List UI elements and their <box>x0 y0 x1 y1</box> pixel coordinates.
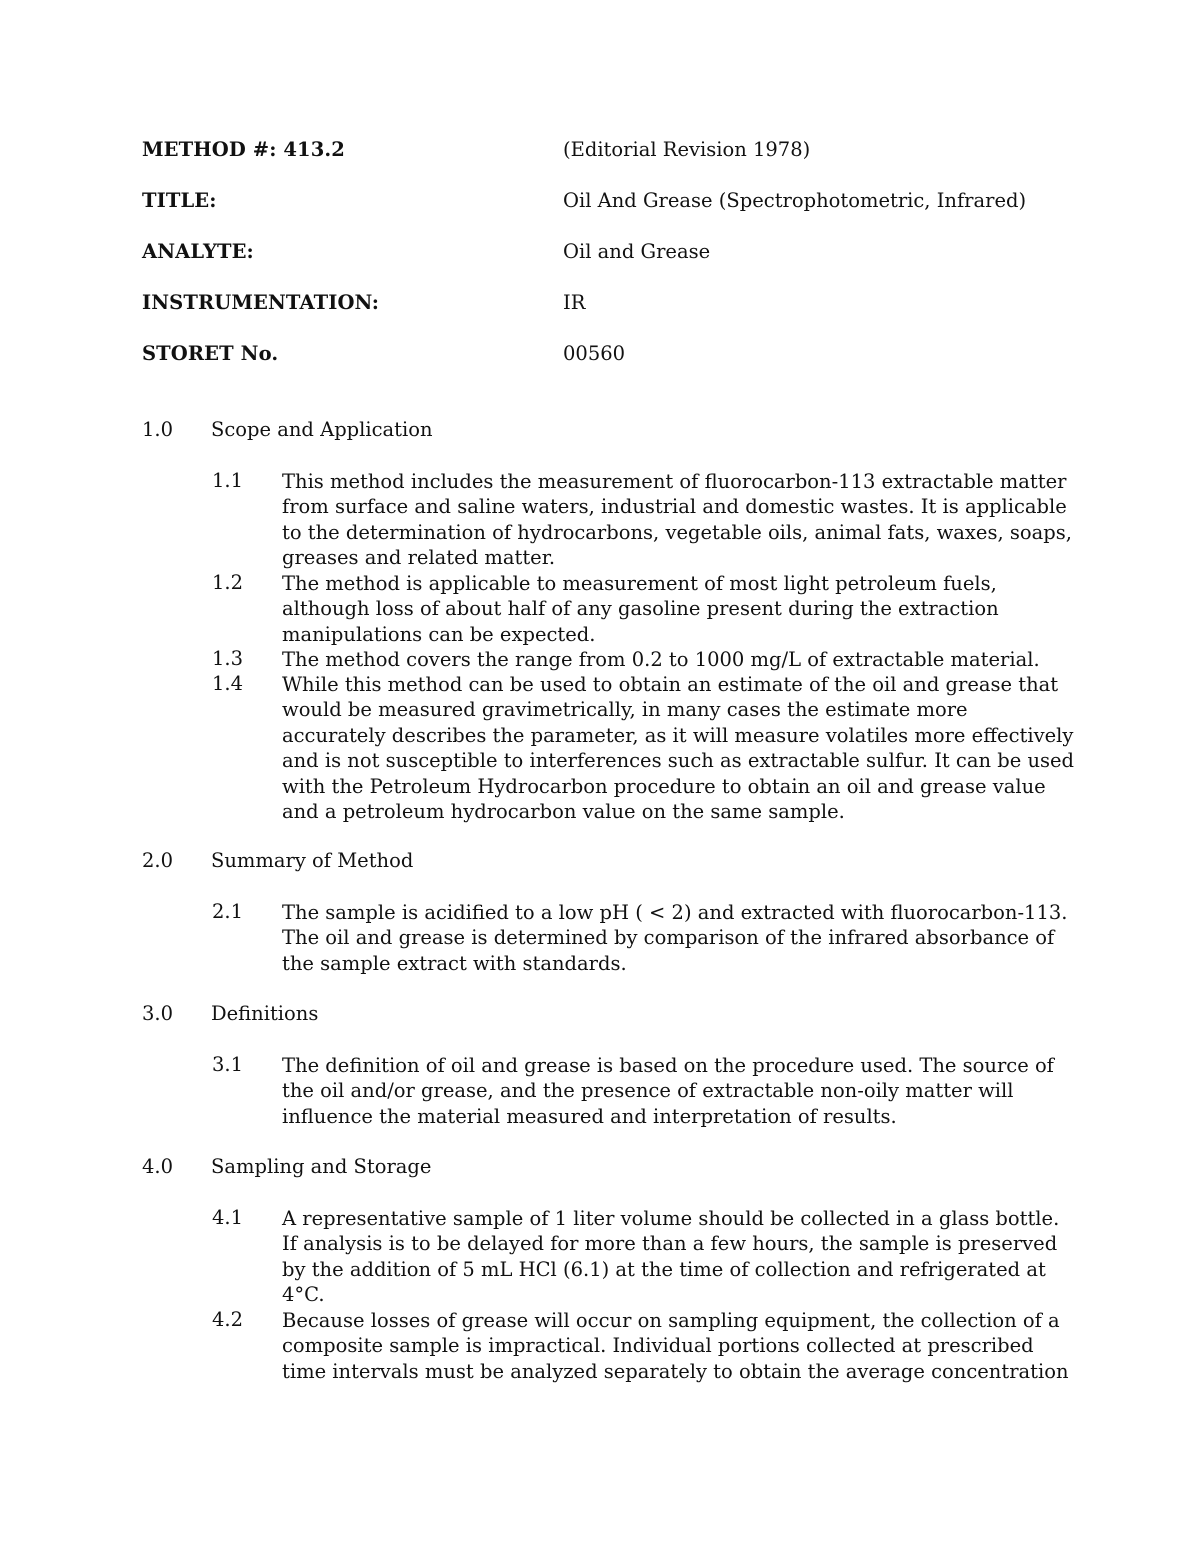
text-line: Because losses of grease will occur on sampling equipment, the collection of a <box>282 1309 1060 1332</box>
item-number: 2.1 <box>212 900 244 923</box>
text-line: and is not susceptible to interferences such as extractable sulfur. It can be used <box>282 749 1075 773</box>
text-line: the oil and/or grease, and the presence of extractable non-oily matter will <box>282 1079 1014 1103</box>
text-line: the sample extract with standards. <box>282 951 627 975</box>
instrumentation-label: INSTRUMENTATION: <box>142 291 380 314</box>
text-line: and a petroleum hydrocarbon value on the same sample. <box>282 800 845 824</box>
section-title: Definitions <box>211 1002 319 1025</box>
item-text <box>282 1308 1082 1384</box>
item-text <box>282 900 1082 976</box>
method-label: METHOD #: 413.2 <box>142 138 345 161</box>
text-line: The definition of oil and grease is based on the procedure used. The source of <box>282 1054 1054 1077</box>
item-number: 1.2 <box>212 571 244 594</box>
storet-label: STORET No. <box>142 342 279 365</box>
item-text <box>282 672 1082 824</box>
text-line: to the determination of hydrocarbons, vegetable oils, animal fats, waxes, soaps, <box>282 520 1072 544</box>
item-text <box>282 469 1082 571</box>
item-text <box>282 1053 1082 1129</box>
title-label: TITLE: <box>142 189 217 212</box>
text-line: The method is applicable to measurement of most light petroleum fuels, <box>282 572 997 595</box>
text-line: The method covers the range from 0.2 to 1000 mg/L of extractable material. <box>282 648 1040 671</box>
header-title-row <box>142 189 1102 219</box>
section-number: 2.0 <box>142 849 174 872</box>
header-method-row <box>142 138 1102 168</box>
storet-value: 00560 <box>563 342 626 365</box>
section-title: Summary of Method <box>211 849 414 872</box>
text-line: manipulations can be expected. <box>282 622 596 646</box>
text-line: although loss of about half of any gasoline present during the extraction <box>282 597 999 621</box>
text-line: The sample is acidified to a low pH ( < 2) and extracted with fluorocarbon-113. <box>282 901 1068 924</box>
header-storet-row <box>142 342 1102 372</box>
instrumentation-value: IR <box>563 291 586 314</box>
text-line: A representative sample of 1 liter volume should be collected in a glass bottle. <box>282 1207 1060 1230</box>
section-number: 4.0 <box>142 1155 174 1178</box>
title-value: Oil And Grease (Spectrophotometric, Infrared) <box>563 189 1027 212</box>
text-line: The oil and grease is determined by comparison of the infrared absorbance of <box>282 926 1055 950</box>
item-number: 3.1 <box>212 1053 244 1076</box>
item-number: 1.3 <box>212 647 244 670</box>
text-line: accurately describes the parameter, as it will measure volatiles more effectively <box>282 723 1074 747</box>
item-number: 4.1 <box>212 1206 244 1229</box>
section-title: Scope and Application <box>211 418 433 441</box>
item-number: 4.2 <box>212 1308 244 1331</box>
analyte-label: ANALYTE: <box>142 240 254 263</box>
analyte-value: Oil and Grease <box>563 240 711 263</box>
method-value: (Editorial Revision 1978) <box>563 138 811 161</box>
text-line: greases and related matter. <box>282 546 556 570</box>
text-line: with the Petroleum Hydrocarbon procedure to obtain an oil and grease value <box>282 774 1046 798</box>
item-text <box>282 571 1082 647</box>
text-line: time intervals must be analyzed separately to obtain the average concentration <box>282 1359 1069 1383</box>
section-number: 3.0 <box>142 1002 174 1025</box>
section-title: Sampling and Storage <box>211 1155 432 1178</box>
text-line: composite sample is impractical. Individual portions collected at prescribed <box>282 1334 1034 1358</box>
header-instrumentation-row <box>142 291 1102 321</box>
text-line: would be measured gravimetrically, in many cases the estimate more <box>282 698 968 722</box>
item-number: 1.4 <box>212 672 244 695</box>
text-line: If analysis is to be delayed for more than a few hours, the sample is preserved <box>282 1232 1058 1256</box>
text-line: While this method can be used to obtain an estimate of the oil and grease that <box>282 673 1059 696</box>
item-text <box>282 1206 1082 1308</box>
text-line: 4°C. <box>282 1283 325 1307</box>
item-number: 1.1 <box>212 469 244 492</box>
section-number: 1.0 <box>142 418 174 441</box>
text-line: influence the material measured and interpretation of results. <box>282 1104 897 1128</box>
text-line: This method includes the measurement of fluorocarbon-113 extractable matter <box>282 470 1067 493</box>
text-line: from surface and saline waters, industrial and domestic wastes. It is applicable <box>282 495 1067 519</box>
item-text <box>282 647 1082 672</box>
text-line: by the addition of 5 mL HCl (6.1) at the time of collection and refrigerated at <box>282 1257 1046 1281</box>
header-analyte-row <box>142 240 1102 270</box>
